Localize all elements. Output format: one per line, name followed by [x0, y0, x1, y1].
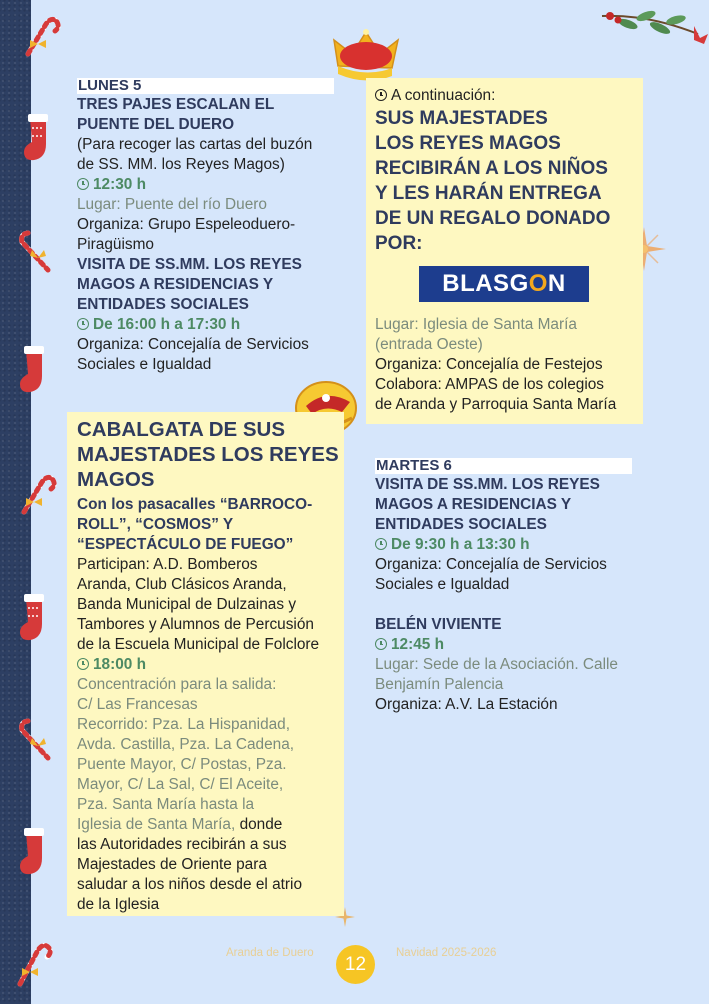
route-text: Recorrido: Pza. La Hispanidad, [77, 716, 291, 733]
event-title: ENTIDADES SOCIALES [375, 516, 547, 533]
blasgon-logo: BLASGON [419, 266, 589, 302]
candy-cane-icon [18, 716, 58, 764]
event-time: De 16:00 h a 17:30 h [77, 315, 312, 335]
pasacalles-text: ROLL”, “COSMOS” Y [77, 516, 234, 533]
participants-text: Participan: A.D. Bomberos [77, 556, 258, 573]
event-place: (entrada Oeste) [375, 336, 483, 353]
event-time: 18:00 h [77, 655, 339, 675]
event-time: De 9:30 h a 13:30 h [375, 535, 618, 555]
event-organizer: Sociales e Igualdad [375, 576, 510, 593]
christmas-stocking-icon [14, 340, 56, 398]
clock-icon [375, 638, 387, 650]
clock-icon [77, 178, 89, 190]
intro-text: A continuación: [375, 86, 610, 106]
event-time: 12:45 h [375, 635, 618, 655]
cabalgata-title: MAJESTADES LOS REYES [77, 443, 339, 466]
route-text: C/ Las Francesas [77, 696, 198, 713]
candy-cane-icon [14, 938, 54, 988]
event-title: ENTIDADES SOCIALES [77, 296, 249, 313]
participants-text: Banda Municipal de Dulzainas y [77, 596, 297, 613]
closing-text: Majestades de Oriente para [77, 856, 267, 873]
christmas-stocking-icon [20, 108, 62, 166]
event-organizer: Organiza: Concejalía de Festejos [375, 356, 603, 373]
event-place: Lugar: Sede de la Asociación. Calle [375, 656, 618, 673]
event-title: VISITA DE SS.MM. LOS REYES [375, 476, 600, 493]
reyes-details [375, 315, 616, 415]
event-organizer: Organiza: A.V. La Estación [375, 696, 558, 713]
reyes-title: LOS REYES MAGOS [375, 133, 561, 154]
pasacalles-text: Con los pasacalles “BARROCO- [77, 496, 313, 513]
event-place: Lugar: Iglesia de Santa María [375, 316, 577, 333]
closing-text: de la Iglesia [77, 896, 160, 913]
cabalgata-title: MAGOS [77, 468, 155, 491]
event-description: (Para recoger las cartas del buzón [77, 136, 313, 153]
page-number: 12 [336, 945, 375, 984]
day-header-martes: MARTES 6 [375, 458, 632, 474]
clock-icon [375, 89, 387, 101]
clock-icon [77, 658, 89, 670]
footer-right: Navidad 2025-2026 [396, 947, 497, 959]
route-last-line: Iglesia de Santa María, donde [77, 816, 283, 833]
route-text: Pza. Santa María hasta la [77, 796, 255, 813]
route-text: Avda. Castilla, Pza. La Cadena, [77, 736, 295, 753]
event-place: Lugar: Puente del río Duero [77, 196, 267, 213]
participants-text: de la Escuela Municipal de Folclore [77, 636, 320, 653]
event-title: TRES PAJES ESCALAN EL [77, 96, 275, 113]
reyes-title: DE UN REGALO DONADO [375, 208, 611, 229]
cabalgata-title: CABALGATA DE SUS [77, 418, 286, 441]
event-title: BELÉN VIVIENTE [375, 616, 502, 633]
event-title: PUENTE DEL DUERO [77, 116, 235, 133]
event-organizer: Organiza: Concejalía de Servicios [77, 336, 309, 353]
martes-section [375, 475, 618, 715]
closing-text: saludar a los niños desde el atrio [77, 876, 303, 893]
event-time: 12:30 h [77, 175, 312, 195]
reyes-title: SUS MAJESTADES [375, 108, 548, 129]
holly-branch-icon [598, 4, 709, 48]
reyes-title: Y LES HARÁN ENTREGA [375, 183, 602, 204]
event-collaborator: de Aranda y Parroquia Santa María [375, 396, 617, 413]
christmas-stocking-icon [14, 822, 56, 880]
event-organizer: Piragüismo [77, 236, 154, 253]
lunes-section [77, 95, 312, 375]
closing-text: las Autoridades recibirán a sus [77, 836, 287, 853]
event-title: VISITA DE SS.MM. LOS REYES [77, 256, 302, 273]
reyes-section [375, 86, 610, 256]
pasacalles-text: “ESPECTÁCULO DE FUEGO” [77, 536, 294, 553]
event-collaborator: Colabora: AMPAS de los colegios [375, 376, 604, 393]
candy-cane-icon [18, 470, 58, 516]
day-header-lunes: LUNES 5 [77, 78, 334, 94]
candy-cane-icon [22, 12, 62, 58]
participants-text: Tambores y Alumnos de Percusión [77, 616, 314, 633]
footer-left: Aranda de Duero [226, 947, 314, 959]
route-text: Puente Mayor, C/ Postas, Pza. [77, 756, 287, 773]
reyes-title: RECIBIRÁN A LOS NIÑOS [375, 158, 608, 179]
clock-icon [77, 318, 89, 330]
clock-icon [375, 538, 387, 550]
cabalgata-section [77, 417, 339, 915]
event-organizer: Organiza: Concejalía de Servicios [375, 556, 607, 573]
reyes-title: POR: [375, 233, 423, 254]
event-title: MAGOS A RESIDENCIAS Y [375, 496, 572, 513]
event-organizer: Sociales e Igualdad [77, 356, 212, 373]
event-organizer: Organiza: Grupo Espeleoduero- [77, 216, 296, 233]
route-text: Mayor, C/ La Sal, C/ El Aceite, [77, 776, 284, 793]
route-text: Concentración para la salida: [77, 676, 277, 693]
event-place: Benjamín Palencia [375, 676, 504, 693]
participants-text: Aranda, Club Clásicos Aranda, [77, 576, 287, 593]
candy-cane-icon [18, 228, 58, 274]
christmas-stocking-icon [14, 588, 56, 646]
event-description: de SS. MM. los Reyes Magos) [77, 156, 285, 173]
event-title: MAGOS A RESIDENCIAS Y [77, 276, 274, 293]
